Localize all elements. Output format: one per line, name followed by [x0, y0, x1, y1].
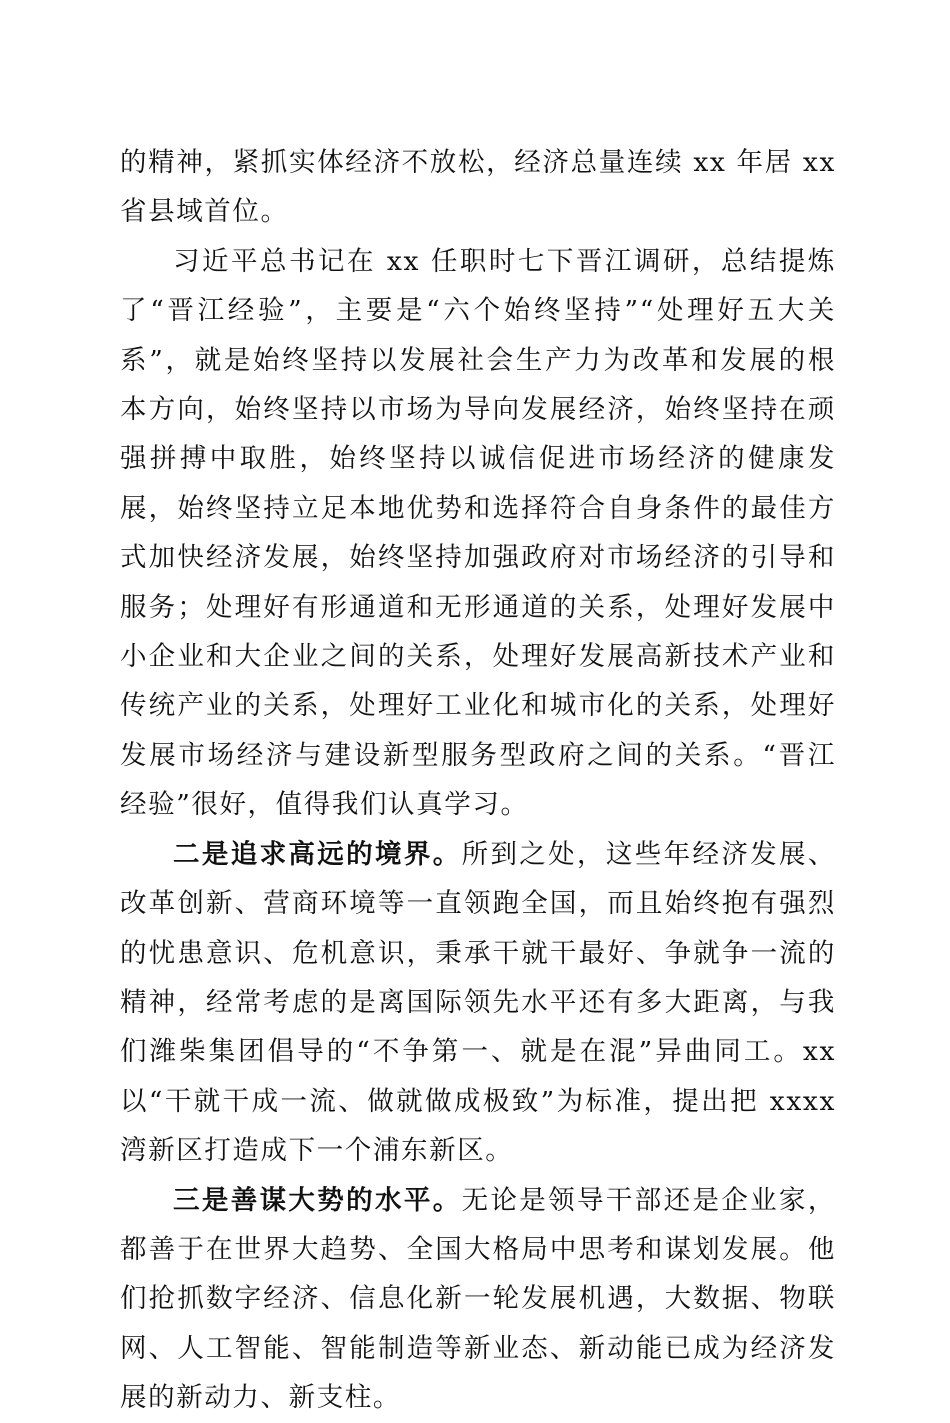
paragraph-text: 习近平总书记在 xx 任职时七下晋江调研，总结提炼了“晋江经验”，主要是“六个始终坚持”“处理好五大关系”，就是始终坚持以发展社会生产力为改革和发展的根本方向，始终坚持以市场为导向发展经济，始终坚持在顽强拼搏中取胜，始终坚持以诚信促进市场经济的健康发展，始终坚持立足本地优势和选择符合自身条件的最佳方式加快经济发展，始终坚持加强政府对市场经济的引导和服务；处理好有形通道和无形通道的关系，处理好发展中小企业和大企业之间的关系，处理好发展高新技术产业和传统产业的关系，处理好工业化和城市化的关系，处理好发展市场经济与建设新型服务型政府之间的关系。“晋江经验”很好，值得我们认真学习。	[120, 245, 836, 821]
paragraph-lead-heading: 二是追求高远的境界。	[173, 838, 462, 870]
paragraph-lead-heading: 三是善谋大势的水平。	[173, 1184, 462, 1216]
paragraph-lofty-realm	[120, 830, 836, 1176]
paragraph-jinjiang-experience	[120, 237, 836, 830]
paragraph-text: 所到之处，这些年经济发展、改革创新、营商环境等一直领跑全国，而且始终抱有强烈的忧患意识、危机意识，秉承干就干最好、争就争一流的精神，经常考虑的是离国际领先水平还有多大距离，与我们潍柴集团倡导的“不争第一、就是在混”异曲同工。xx 以“干就干成一流、做就做成极致”为标准，提出把 xxxx 湾新区打造成下一个浦东新区。	[120, 838, 836, 1167]
paragraph-text: 的精神，紧抓实体经济不放松，经济总量连续 xx 年居 xx 省县域首位。	[120, 147, 836, 228]
paragraph-text: 无论是领导干部还是企业家，都善于在世界大趋势、全国大格局中思考和谋划发展。他们抢抓数字经济、信息化新一轮发展机遇，大数据、物联网、人工智能、智能制造等新业态、新动能已成为经济发展的新动力、新支柱。	[120, 1184, 836, 1414]
paragraph-strategic-vision	[120, 1176, 836, 1423]
paragraph-continuation	[120, 138, 836, 237]
document-body	[120, 138, 836, 1423]
